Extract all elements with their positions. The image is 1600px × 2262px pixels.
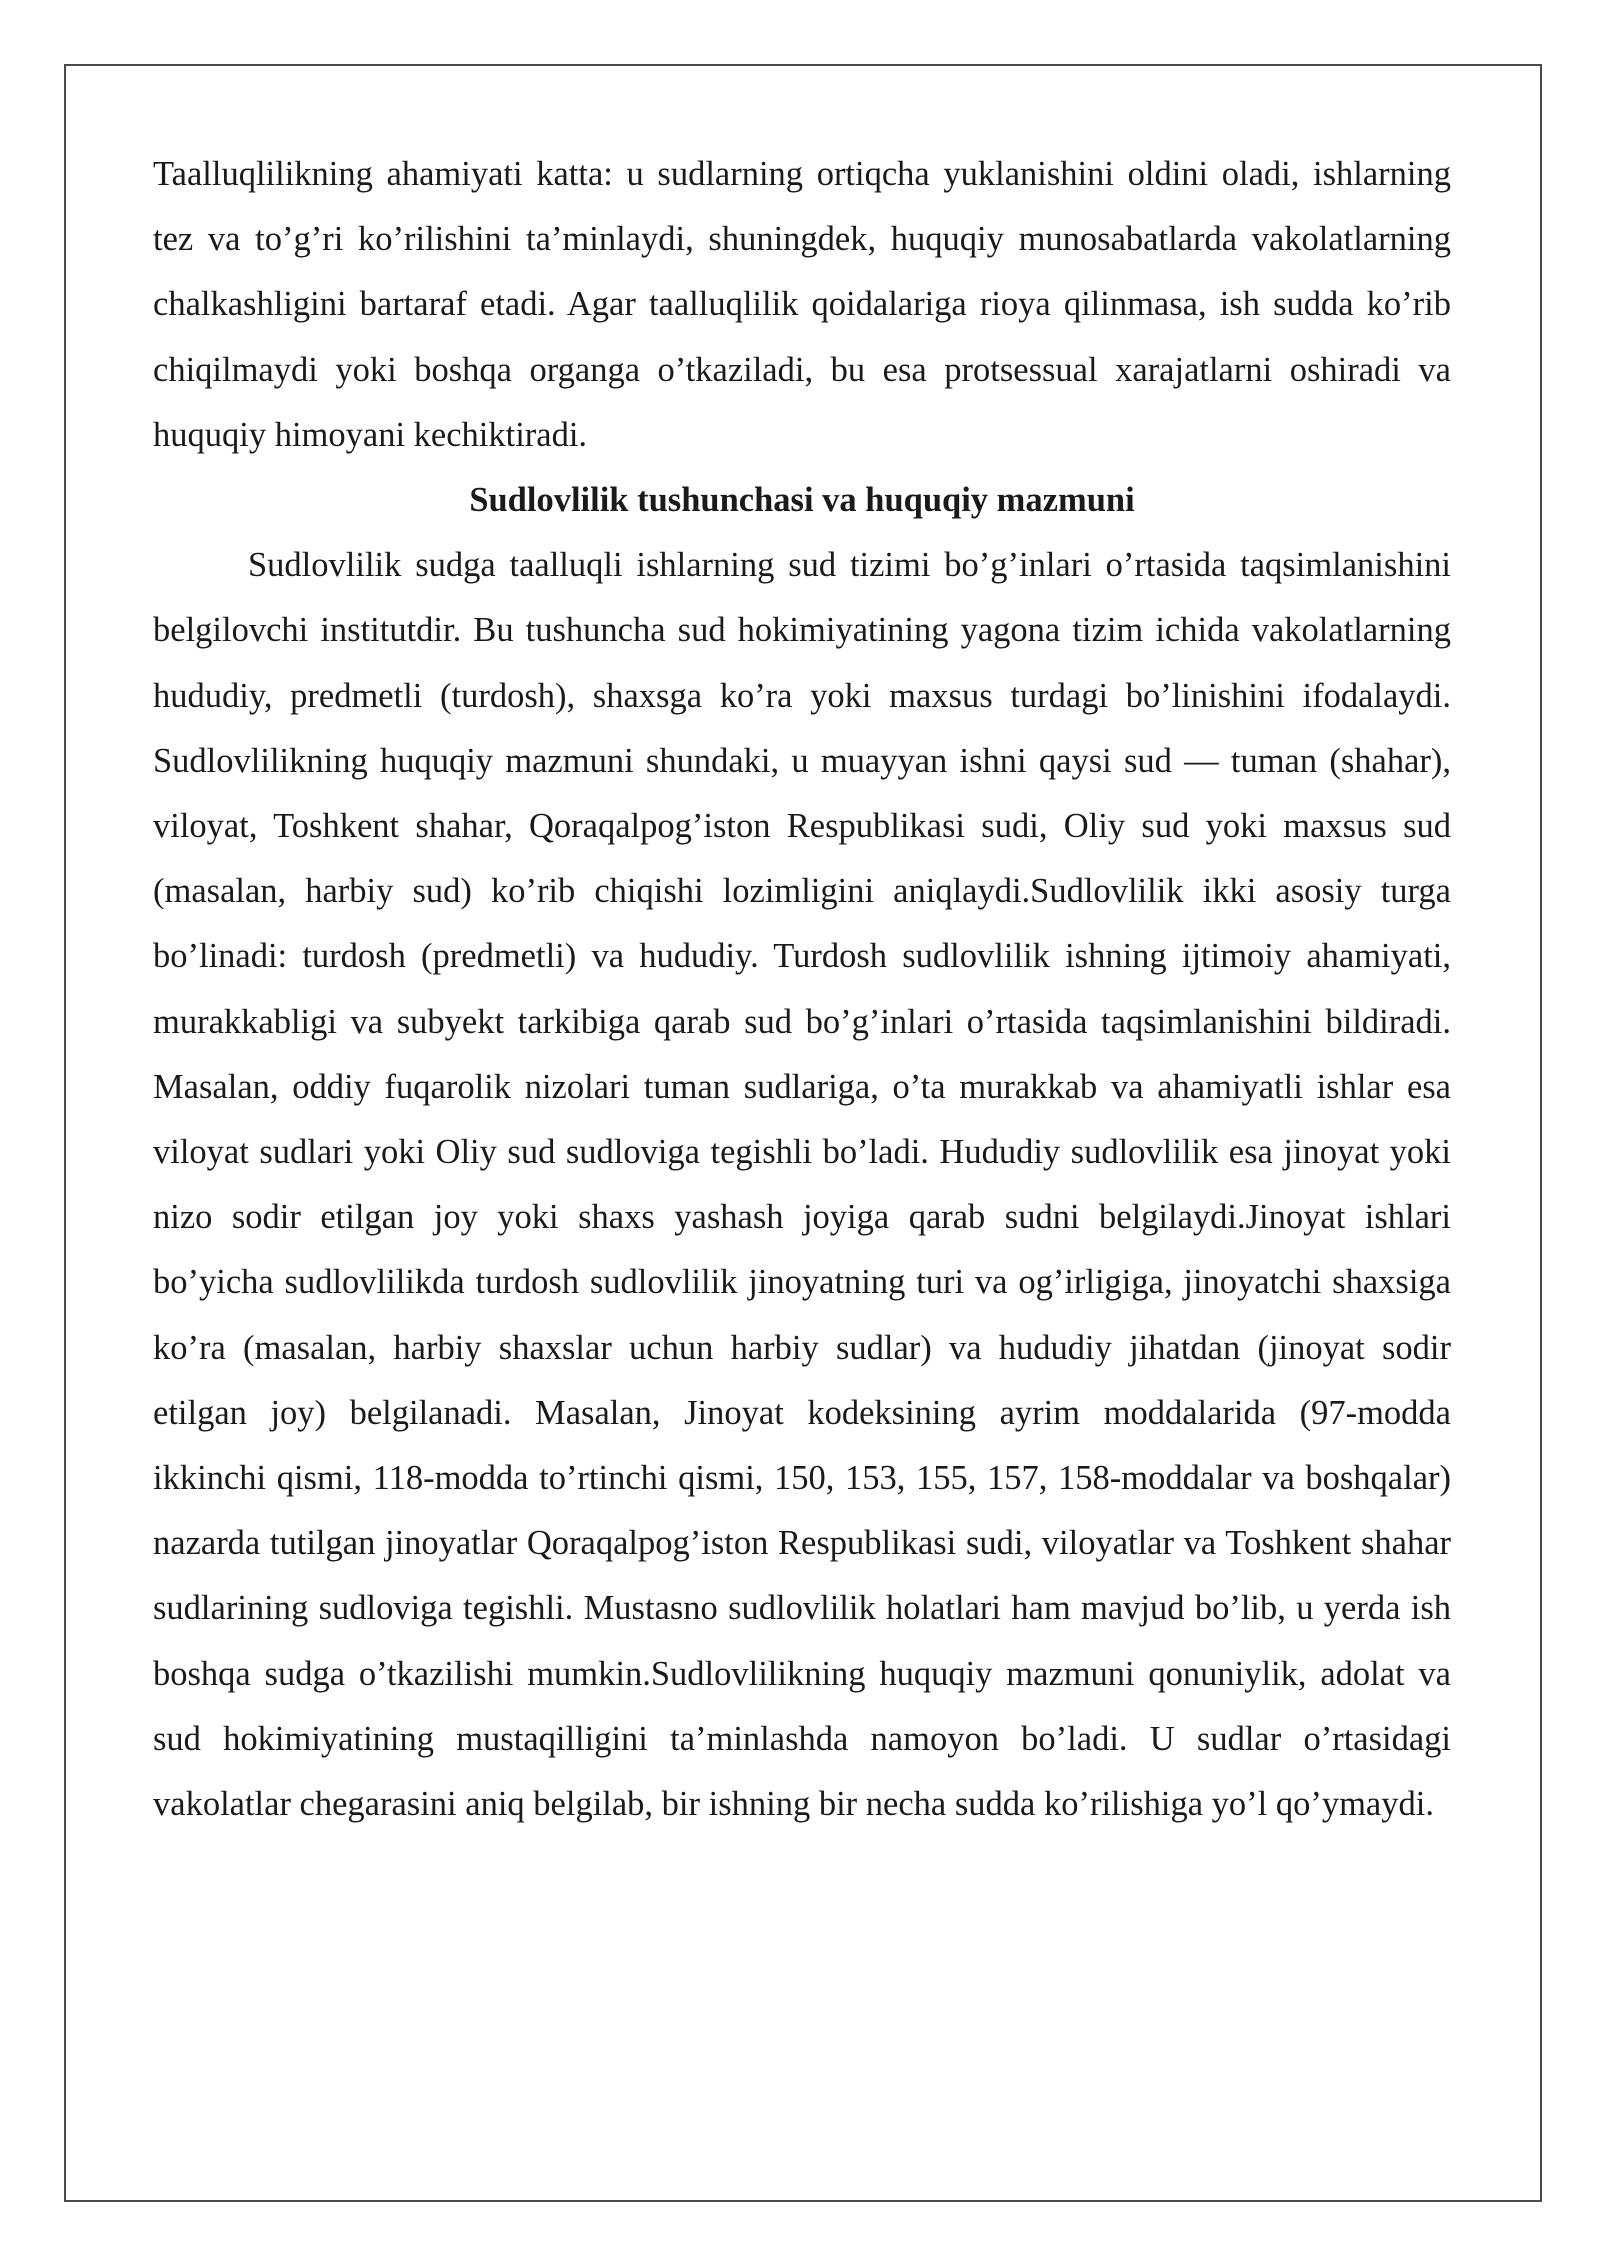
section-heading: Sudlovlilik tushunchasi va huquqiy mazmuni xyxy=(469,481,1135,520)
document-body xyxy=(153,142,1451,1837)
paragraph-taalluqlilik: Taalluqlilikning ahamiyati katta: u sudlarning ortiqcha yuklanishini oldini oladi, ishlarning tez va to’g’ri ko’rilishini ta’minlaydi, shuningdek, huquqiy munosabatlarda vakolatlarning chalkashligini bartaraf etadi. Agar taalluqlilik qoidalariga rioya qilinmasa, ish sudda ko’rib chiqilmaydi yoki boshqa organga o’tkaziladi, bu esa protsessual xarajatlarni oshiradi va huquqiy himoyani kechiktiradi. xyxy=(153,155,1451,454)
paragraph-sudlovlilik: Sudlovlilik sudga taalluqli ishlarning sud tizimi bo’g’inlari o’rtasida taqsimlanishini belgilovchi institutdir. Bu tushuncha sud hokimiyatining yagona tizim ichida vakolatlarning hududiy, predmetli (turdosh), shaxsga ko’ra yoki maxsus turdagi bo’linishini ifodalaydi. Sudlovlilikning huquqiy mazmuni shundaki, u muayyan ishni qaysi sud — tuman (shahar), viloyat, Toshkent shahar, Qoraqalpog’iston Respublikasi sudi, Oliy sud yoki maxsus sud (masalan, harbiy sud) ko’rib chiqishi lozimligini aniqlaydi.Sudlovlilik ikki asosiy turga bo’linadi: turdosh (predmetli) va hududiy. Turdosh sudlovlilik ishning ijtimoiy ahamiyati, murakkabligi va subyekt tarkibiga qarab sud bo’g’inlari o’rtasida taqsimlanishini bildiradi. Masalan, oddiy fuqarolik nizolari tuman sudlariga, o’ta murakkab va ahamiyatli ishlar esa viloyat sudlari yoki Oliy sud sudloviga tegishli bo’ladi. Hududiy sudlovlilik esa jinoyat yoki nizo sodir etilgan joy yoki shaxs yashash joyiga qarab sudni belgilaydi.Jinoyat ishlari bo’yicha sudlovlilikda turdosh sudlovlilik jinoyatning turi va og’irligiga, jinoyatchi shaxsiga ko’ra (masalan, harbiy shaxslar uchun harbiy sudlar) va hududiy jihatdan (jinoyat sodir etilgan joy) belgilanadi. Masalan, Jinoyat kodeksining ayrim moddalarida (97-modda ikkinchi qismi, 118-modda to’rtinchi qismi, 150, 153, 155, 157, 158-moddalar va boshqalar) nazarda tutilgan jinoyatlar Qoraqalpog’iston Respublikasi sudi, viloyatlar va Toshkent shahar sudlarining sudloviga tegishli. Mustasno sudlovlilik holatlari ham mavjud bo’lib, u yerda ish boshqa sudga o’tkazilishi mumkin.Sudlovlilikning huquqiy mazmuni qonuniylik, adolat va sud hokimiyatining mustaqilligini ta’minlashda namoyon bo’ladi. U sudlar o’rtasidagi vakolatlar chegarasini aniq belgilab, bir ishning bir necha sudda ko’rilishiga yo’l qo’ymaydi. xyxy=(153,546,1451,1824)
